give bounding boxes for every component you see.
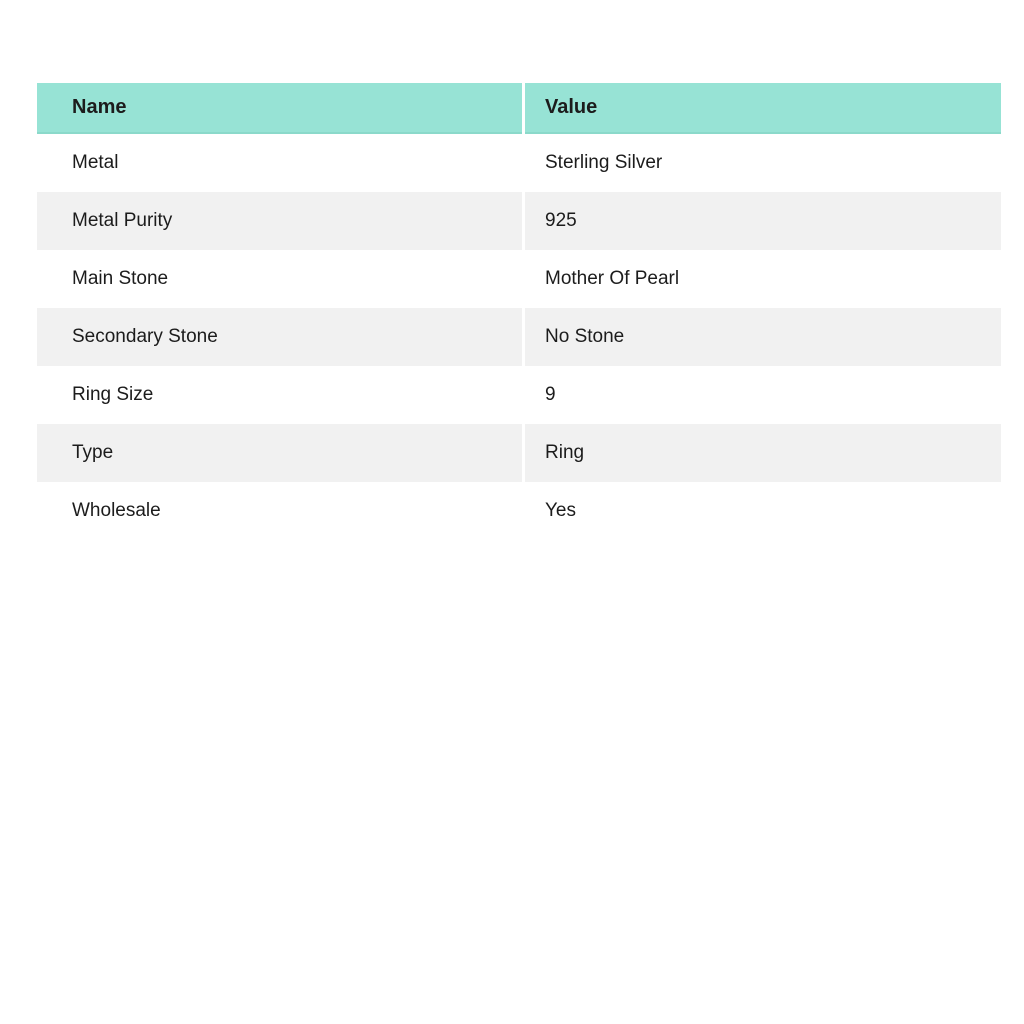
product-attributes-table xyxy=(37,83,1001,540)
table-row xyxy=(37,366,1001,424)
attribute-name-cell xyxy=(37,192,522,250)
attribute-value-cell xyxy=(525,424,1001,482)
table-row xyxy=(37,424,1001,482)
header-name-label: Name xyxy=(72,96,127,118)
attribute-name: Metal Purity xyxy=(72,210,173,231)
attribute-name: Ring Size xyxy=(72,384,154,405)
attribute-name: Metal xyxy=(72,152,119,173)
table-row xyxy=(37,308,1001,366)
attribute-value-cell xyxy=(525,192,1001,250)
table-row xyxy=(37,192,1001,250)
attribute-value-cell xyxy=(525,366,1001,424)
attribute-name-cell xyxy=(37,366,522,424)
attribute-value: Mother Of Pearl xyxy=(545,268,680,289)
header-cell-value xyxy=(525,83,1001,134)
attribute-name-cell xyxy=(37,134,522,192)
attribute-name-cell xyxy=(37,250,522,308)
attribute-value: Sterling Silver xyxy=(545,152,663,173)
attribute-name-cell xyxy=(37,482,522,540)
header-value-label: Value xyxy=(545,96,598,118)
attribute-name: Secondary Stone xyxy=(72,326,218,347)
attribute-value-cell xyxy=(525,250,1001,308)
table-row xyxy=(37,250,1001,308)
attribute-value: 9 xyxy=(545,384,556,405)
attribute-value-cell xyxy=(525,308,1001,366)
attribute-value: Yes xyxy=(545,500,576,521)
table-row xyxy=(37,482,1001,540)
table-header-row xyxy=(37,83,1001,134)
attribute-name: Main Stone xyxy=(72,268,169,289)
attribute-name: Wholesale xyxy=(72,500,161,521)
attribute-value-cell xyxy=(525,482,1001,540)
attribute-value: No Stone xyxy=(545,326,625,347)
attribute-value: 925 xyxy=(545,210,577,231)
attribute-name: Type xyxy=(72,442,114,463)
attribute-value-cell xyxy=(525,134,1001,192)
header-cell-name xyxy=(37,83,522,134)
table-row xyxy=(37,134,1001,192)
attribute-value: Ring xyxy=(545,442,585,463)
attribute-name-cell xyxy=(37,308,522,366)
attribute-name-cell xyxy=(37,424,522,482)
